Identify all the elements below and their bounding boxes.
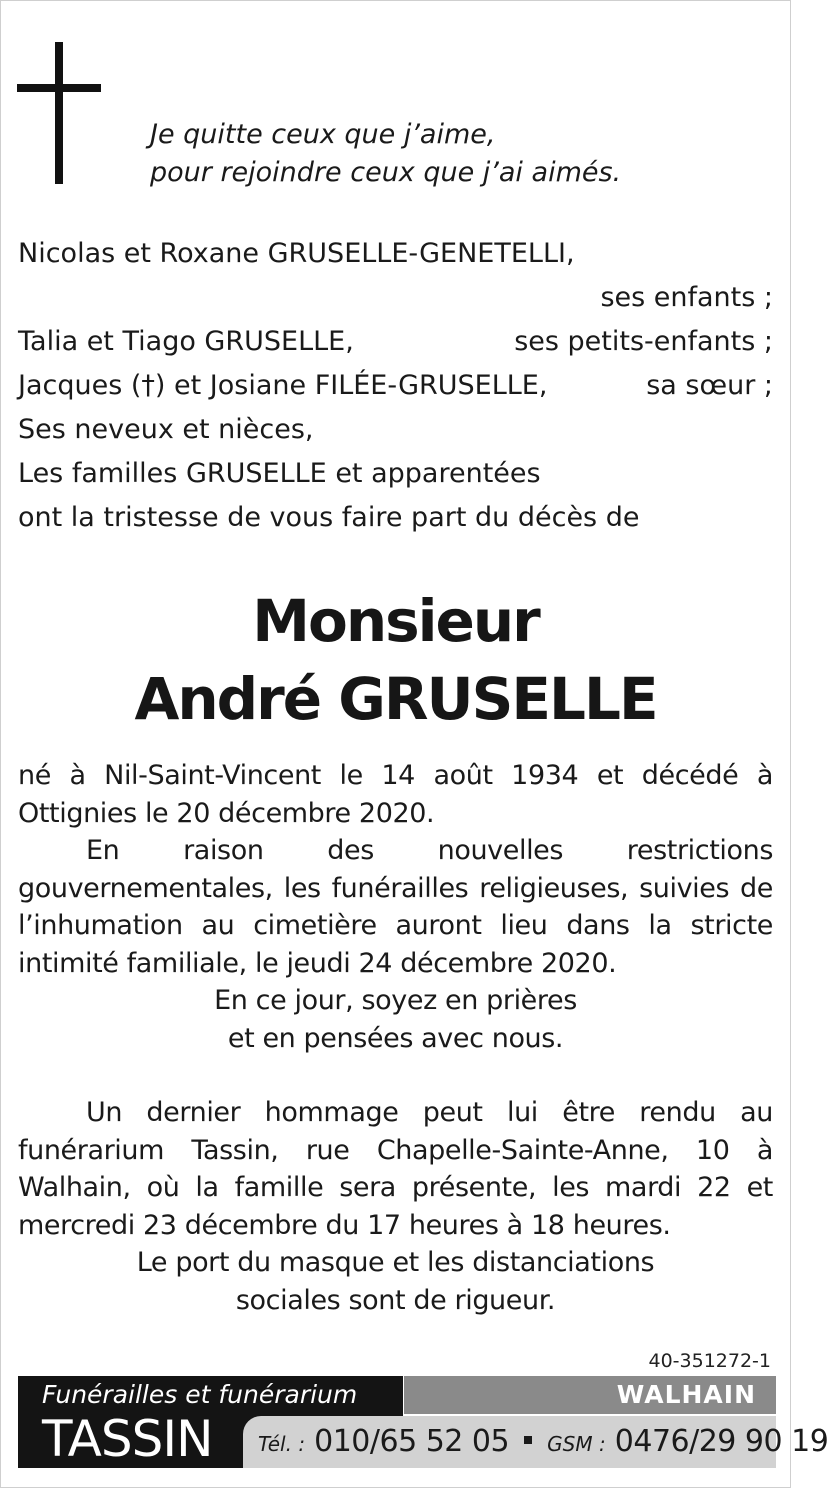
nephews: Ses neveux et nièces,: [18, 414, 314, 445]
epigraph-line-1: Je quitte ceux que j’aime,: [150, 119, 496, 150]
funeral-home-banner: [18, 1376, 828, 1468]
family-row-grandchildren: [18, 320, 773, 364]
children-role: ses enfants ;: [600, 282, 773, 313]
family-row-nephews: [18, 408, 773, 452]
epigraph: [150, 116, 750, 192]
mask-line-1: Le port du masque et les distanciations: [136, 1247, 655, 1278]
epigraph-line-2: pour rejoindre ceux que j’ai aimés.: [150, 157, 622, 188]
prayer-line-2: et en pensées avec nous.: [227, 1022, 564, 1054]
reference-number: 40-351272-1: [648, 1350, 771, 1372]
sister-role: sa sœur ;: [646, 370, 773, 401]
salutation: Monsieur: [252, 587, 539, 655]
children-names: Nicolas et Roxane GRUSELLE-GENETELLI,: [18, 238, 575, 269]
banner-city: WALHAIN: [616, 1380, 756, 1409]
family-list: [18, 232, 773, 540]
family-row-sister: [18, 364, 773, 408]
banner-subtitle: Funérailles et funérarium: [42, 1380, 358, 1409]
banner-contact: [258, 1421, 828, 1465]
family-row-children: [18, 232, 773, 276]
gsm-label: GSM :: [547, 1432, 606, 1456]
tel-number[interactable]: 010/65 52 05: [314, 1424, 510, 1459]
family-row-children-role: [18, 276, 773, 320]
cross-icon: [17, 42, 101, 184]
banner-brand: TASSIN: [42, 1410, 213, 1468]
prayer-line-1: En ce jour, soyez en prières: [214, 985, 577, 1016]
deceased-title: [0, 582, 791, 738]
funeral-text: En raison des nouvelles restrictions gouvernementales, les funérailles religieuses, suivies de l’inhumation au cimetière auront lieu dans la stricte intimité familiale, le jeudi 24 décembre 2020.: [18, 835, 773, 979]
grandchildren-role: ses petits-enfants ;: [514, 326, 773, 357]
announcement: ont la tristesse de vous faire part du décès de: [18, 502, 640, 533]
grandchildren-names: Talia et Tiago GRUSELLE,: [18, 326, 354, 357]
homage-text: Un dernier hommage peut lui être rendu au funérarium Tassin, rue Chapelle-Sainte-Anne, 10 à Walhain, où la famille sera présente, les mardi 22 et mercredi 23 décembre du 17 heures à 18 heures.: [18, 1097, 773, 1241]
family-row-families: [18, 452, 773, 496]
separator-square-icon: [524, 1436, 532, 1444]
mask-line-2: sociales sont de rigueur.: [235, 1284, 556, 1316]
deceased-name: André GRUSELLE: [134, 665, 657, 733]
tel-label: Tél. :: [258, 1432, 306, 1456]
sister-names: Jacques (†) et Josiane FILÉE-GRUSELLE,: [18, 370, 548, 401]
birth-death-text: né à Nil-Saint-Vincent le 14 août 1934 et décédé à Ottignies le 20 décembre 2020.: [18, 760, 773, 829]
gsm-number[interactable]: 0476/29 90 19: [614, 1424, 828, 1459]
family-row-announcement: [18, 496, 773, 540]
notice-body: [18, 757, 773, 1319]
families: Les familles GRUSELLE et apparentées: [18, 458, 541, 489]
